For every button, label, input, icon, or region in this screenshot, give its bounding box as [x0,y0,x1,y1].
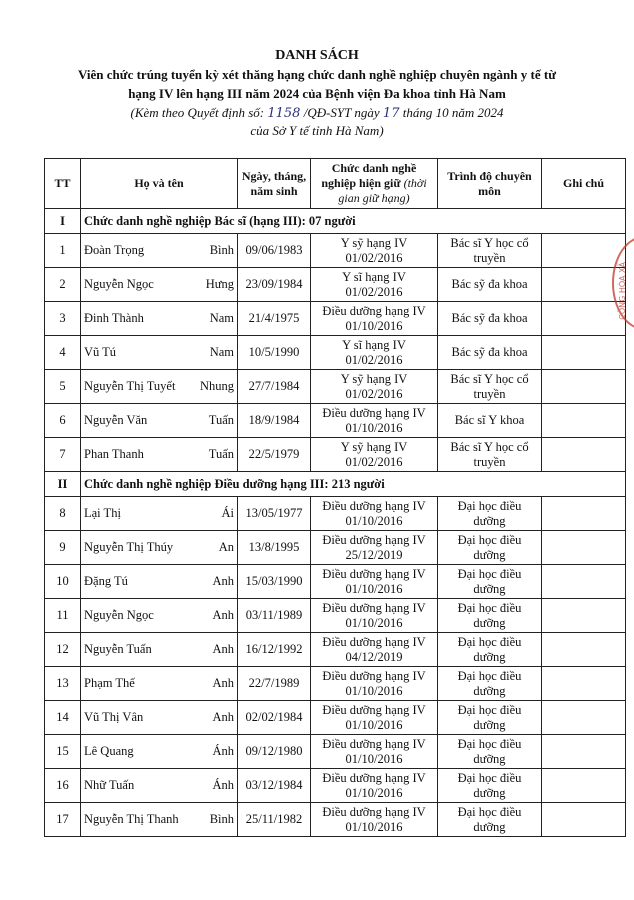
given-name: Nam [209,311,234,325]
section-row [45,209,626,234]
row-number: 8 [45,497,81,531]
section-title: Chức danh nghề nghiệp Bác sĩ (hạng III): 07 người [81,209,626,234]
current-position [311,599,438,633]
education [438,268,542,302]
name-wrap [84,506,234,521]
position-date: 01/10/2016 [345,420,403,435]
education [438,599,542,633]
position-date: 01/02/2016 [345,454,403,469]
position-date: 01/10/2016 [345,513,403,528]
row-number: 10 [45,565,81,599]
date-of-birth: 03/12/1984 [238,769,311,803]
surname: Đặng Tú [84,574,128,588]
row-number: 7 [45,438,81,472]
full-name [81,667,238,701]
date-of-birth: 16/12/1992 [238,633,311,667]
note-cell [542,370,626,404]
row-number: 14 [45,701,81,735]
position-title: Điều dưỡng hạng IV [322,804,426,819]
note-cell [542,769,626,803]
education-line2: dưỡng [473,581,506,596]
row-number: 5 [45,370,81,404]
full-name [81,336,238,370]
decision-prefix: (Kèm theo Quyết định số: [130,105,265,120]
education [438,769,542,803]
decision-suffix: tháng 10 năm 2024 [402,105,504,120]
table-row [45,336,626,370]
education-line1: Bác sĩ Y học cổ [450,235,529,250]
current-position [311,370,438,404]
decision-mid: /QĐ-SYT ngày [303,105,380,120]
surname: Đoàn Trọng [84,243,145,257]
education [438,336,542,370]
surname: Phạm Thế [84,676,135,690]
full-name [81,633,238,667]
given-name: Anh [212,608,234,622]
full-name [81,769,238,803]
education [438,370,542,404]
surname: Nguyễn Ngọc [84,277,154,291]
table-row [45,404,626,438]
name-wrap [84,778,234,793]
position-title: Điều dưỡng hạng IV [322,702,426,717]
surname: Nguyễn Ngọc [84,608,154,622]
table-row [45,234,626,268]
position-date: 01/10/2016 [345,615,403,630]
row-number: 1 [45,234,81,268]
row-number: 3 [45,302,81,336]
note-cell [542,336,626,370]
education-line1: Đại học điều [457,634,522,649]
education-line1: Đại học điều [457,498,522,513]
doc-title: DANH SÁCH [275,48,359,63]
decision-day: 17 [382,106,400,121]
date-of-birth: 22/5/1979 [238,438,311,472]
surname: Nguyễn Thị Tuyết [84,379,176,393]
date-of-birth: 02/02/1984 [238,701,311,735]
surname: Nhữ Tuấn [84,778,135,792]
given-name: Tuấn [208,413,234,427]
note-cell [542,497,626,531]
full-name [81,438,238,472]
current-position [311,302,438,336]
education-line1: Đại học điều [457,736,522,751]
education-line1: Bác sĩ Y khoa [454,413,525,427]
position-title: Điều dưỡng hạng IV [322,600,426,615]
surname: Phan Thanh [84,447,144,461]
name-wrap [84,744,234,759]
full-name [81,701,238,735]
current-position [311,701,438,735]
current-position [311,336,438,370]
note-cell [542,633,626,667]
current-position [311,497,438,531]
surname: Lê Quang [84,744,134,758]
position-title: Y sĩ hạng IV [342,269,406,284]
table-row [45,803,626,837]
row-number: 9 [45,531,81,565]
surname: Lại Thị [84,506,121,520]
col-name: Họ và tên [81,159,238,209]
education [438,404,542,438]
full-name [81,404,238,438]
date-of-birth: 25/11/1982 [238,803,311,837]
given-name: Nhung [199,379,234,393]
position-date: 01/10/2016 [345,318,403,333]
name-wrap [84,540,234,555]
name-wrap [84,277,234,292]
note-cell [542,735,626,769]
given-name: Anh [212,574,234,588]
current-position [311,769,438,803]
current-position [311,234,438,268]
current-position [311,633,438,667]
position-date: 01/10/2016 [345,785,403,800]
table-row [45,701,626,735]
position-date: 01/10/2016 [345,581,403,596]
row-number: 12 [45,633,81,667]
education-line1: Đại học điều [457,702,522,717]
date-of-birth: 18/9/1984 [238,404,311,438]
education [438,234,542,268]
position-title: Điều dưỡng hạng IV [322,736,426,751]
table-row [45,438,626,472]
education-line1: Đại học điều [457,668,522,683]
position-title: Y sỹ hạng IV [340,439,408,454]
full-name [81,735,238,769]
doc-subtitle-line2: hạng IV lên hạng III năm 2024 của Bệnh viện Đa khoa tỉnh Hà Nam [128,86,506,101]
row-number: 2 [45,268,81,302]
note-cell [542,302,626,336]
position-date: 04/12/2019 [345,649,403,664]
surname: Vũ Tú [84,345,117,359]
position-date: 01/10/2016 [345,717,403,732]
education [438,667,542,701]
current-position [311,531,438,565]
note-cell [542,701,626,735]
education [438,302,542,336]
candidates-table [44,158,626,837]
full-name [81,302,238,336]
position-title: Điều dưỡng hạng IV [322,532,426,547]
name-wrap [84,608,234,623]
education-line2: dưỡng [473,649,506,664]
table-row [45,497,626,531]
given-name: Anh [212,710,234,724]
position-date: 01/10/2016 [345,819,403,834]
name-wrap [84,379,234,394]
given-name: Hưng [205,277,234,291]
decision-reference [0,105,634,121]
full-name [81,565,238,599]
position-date: 01/02/2016 [345,386,403,401]
table-row [45,268,626,302]
col-tt: TT [45,159,81,209]
current-position [311,268,438,302]
education [438,701,542,735]
section-number: I [45,209,81,234]
date-of-birth: 10/5/1990 [238,336,311,370]
table-row [45,769,626,803]
full-name [81,531,238,565]
col-position: Chức danh nghề nghiệp hiện giữ (thời gian giữ hạng) [311,159,438,209]
education-line1: Đại học điều [457,532,522,547]
education [438,735,542,769]
position-date: 01/10/2016 [345,683,403,698]
note-cell [542,599,626,633]
education-line1: Bác sĩ Y học cổ [450,371,529,386]
position-title: Điều dưỡng hạng IV [322,498,426,513]
education-line2: truyền [473,250,506,265]
given-name: Bình [209,812,234,826]
position-date: 01/02/2016 [345,250,403,265]
date-of-birth: 13/05/1977 [238,497,311,531]
date-of-birth: 21/4/1975 [238,302,311,336]
note-cell [542,531,626,565]
given-name: Ánh [212,744,234,758]
table-row [45,633,626,667]
given-name: Bình [209,243,234,257]
education-line2: dưỡng [473,819,506,834]
position-date: 25/12/2019 [345,547,403,562]
position-title: Y sỹ hạng IV [340,371,408,386]
row-number: 15 [45,735,81,769]
table-row [45,735,626,769]
current-position [311,438,438,472]
name-wrap [84,642,234,657]
education-line2: dưỡng [473,615,506,630]
education-line2: dưỡng [473,683,506,698]
education [438,531,542,565]
row-number: 16 [45,769,81,803]
row-number: 17 [45,803,81,837]
surname: Nguyễn Tuấn [84,642,152,656]
current-position [311,735,438,769]
table-row [45,370,626,404]
given-name: Anh [212,642,234,656]
date-of-birth: 22/7/1989 [238,667,311,701]
position-title: Y sỹ hạng IV [340,235,408,250]
surname: Nguyễn Văn [84,413,148,427]
surname: Vũ Thị Vân [84,710,144,724]
position-date: 01/02/2016 [345,352,403,367]
date-of-birth: 27/7/1984 [238,370,311,404]
surname: Nguyễn Thị Thanh [84,812,179,826]
education-line2: dưỡng [473,751,506,766]
official-stamp: CỘNG HÒA XÃ [612,236,634,330]
education [438,565,542,599]
education [438,438,542,472]
given-name: Tuấn [208,447,234,461]
education [438,497,542,531]
position-title: Điều dưỡng hạng IV [322,634,426,649]
table-row [45,302,626,336]
education-line1: Đại học điều [457,600,522,615]
name-wrap [84,447,234,462]
surname: Nguyễn Thị Thúy [84,540,174,554]
education [438,633,542,667]
current-position [311,803,438,837]
education-line2: dưỡng [473,717,506,732]
note-cell [542,565,626,599]
table-row [45,531,626,565]
date-of-birth: 09/06/1983 [238,234,311,268]
date-of-birth: 15/03/1990 [238,565,311,599]
note-cell [542,234,626,268]
full-name [81,268,238,302]
position-title: Điều dưỡng hạng IV [322,303,426,318]
current-position [311,565,438,599]
name-wrap [84,243,234,258]
section-number: II [45,472,81,497]
section-title: Chức danh nghề nghiệp Điều dưỡng hạng III: 213 người [81,472,626,497]
note-cell [542,438,626,472]
education-line2: dưỡng [473,547,506,562]
full-name [81,599,238,633]
education [438,803,542,837]
given-name: Ái [221,506,234,520]
date-of-birth: 23/09/1984 [238,268,311,302]
note-cell [542,667,626,701]
name-wrap [84,413,234,428]
full-name [81,370,238,404]
position-title: Y sĩ hạng IV [342,337,406,352]
position-date: 01/02/2016 [345,284,403,299]
education-line2: truyền [473,386,506,401]
full-name [81,234,238,268]
col-education: Trình độ chuyên môn [438,159,542,209]
given-name: An [218,540,234,554]
issuer-line: của Sở Y tế tỉnh Hà Nam) [250,123,384,138]
position-date: 01/10/2016 [345,751,403,766]
education-line1: Đại học điều [457,770,522,785]
col-note: Ghi chú [542,159,626,209]
date-of-birth: 09/12/1980 [238,735,311,769]
row-number: 13 [45,667,81,701]
given-name: Nam [209,345,234,359]
education-line1: Đại học điều [457,804,522,819]
date-of-birth: 13/8/1995 [238,531,311,565]
education-line1: Bác sĩ Y học cổ [450,439,529,454]
current-position [311,667,438,701]
position-title: Điều dưỡng hạng IV [322,566,426,581]
name-wrap [84,676,234,691]
name-wrap [84,812,234,827]
name-wrap [84,311,234,326]
col-dob: Ngày, tháng, năm sinh [238,159,311,209]
decision-number: 1158 [267,106,301,121]
education-line1: Bác sỹ đa khoa [451,345,528,359]
table-header-row [45,159,626,209]
table-row [45,565,626,599]
table-row [45,667,626,701]
education-line1: Bác sỹ đa khoa [451,311,528,325]
full-name [81,497,238,531]
name-wrap [84,710,234,725]
surname: Đinh Thành [84,311,144,325]
education-line2: dưỡng [473,785,506,800]
given-name: Ánh [212,778,234,792]
current-position [311,404,438,438]
name-wrap [84,574,234,589]
education-line1: Bác sỹ đa khoa [451,277,528,291]
note-cell [542,404,626,438]
position-title: Điều dưỡng hạng IV [322,770,426,785]
education-line2: dưỡng [473,513,506,528]
education-line2: truyền [473,454,506,469]
row-number: 6 [45,404,81,438]
date-of-birth: 03/11/1989 [238,599,311,633]
section-row [45,472,626,497]
position-title: Điều dưỡng hạng IV [322,405,426,420]
row-number: 11 [45,599,81,633]
note-cell [542,803,626,837]
given-name: Anh [212,676,234,690]
table-row [45,599,626,633]
education-line1: Đại học điều [457,566,522,581]
doc-subtitle-line1: Viên chức trúng tuyển kỳ xét thăng hạng chức danh nghề nghiệp chuyên ngành y tế từ [78,67,556,82]
name-wrap [84,345,234,360]
full-name [81,803,238,837]
position-title: Điều dưỡng hạng IV [322,668,426,683]
row-number: 4 [45,336,81,370]
